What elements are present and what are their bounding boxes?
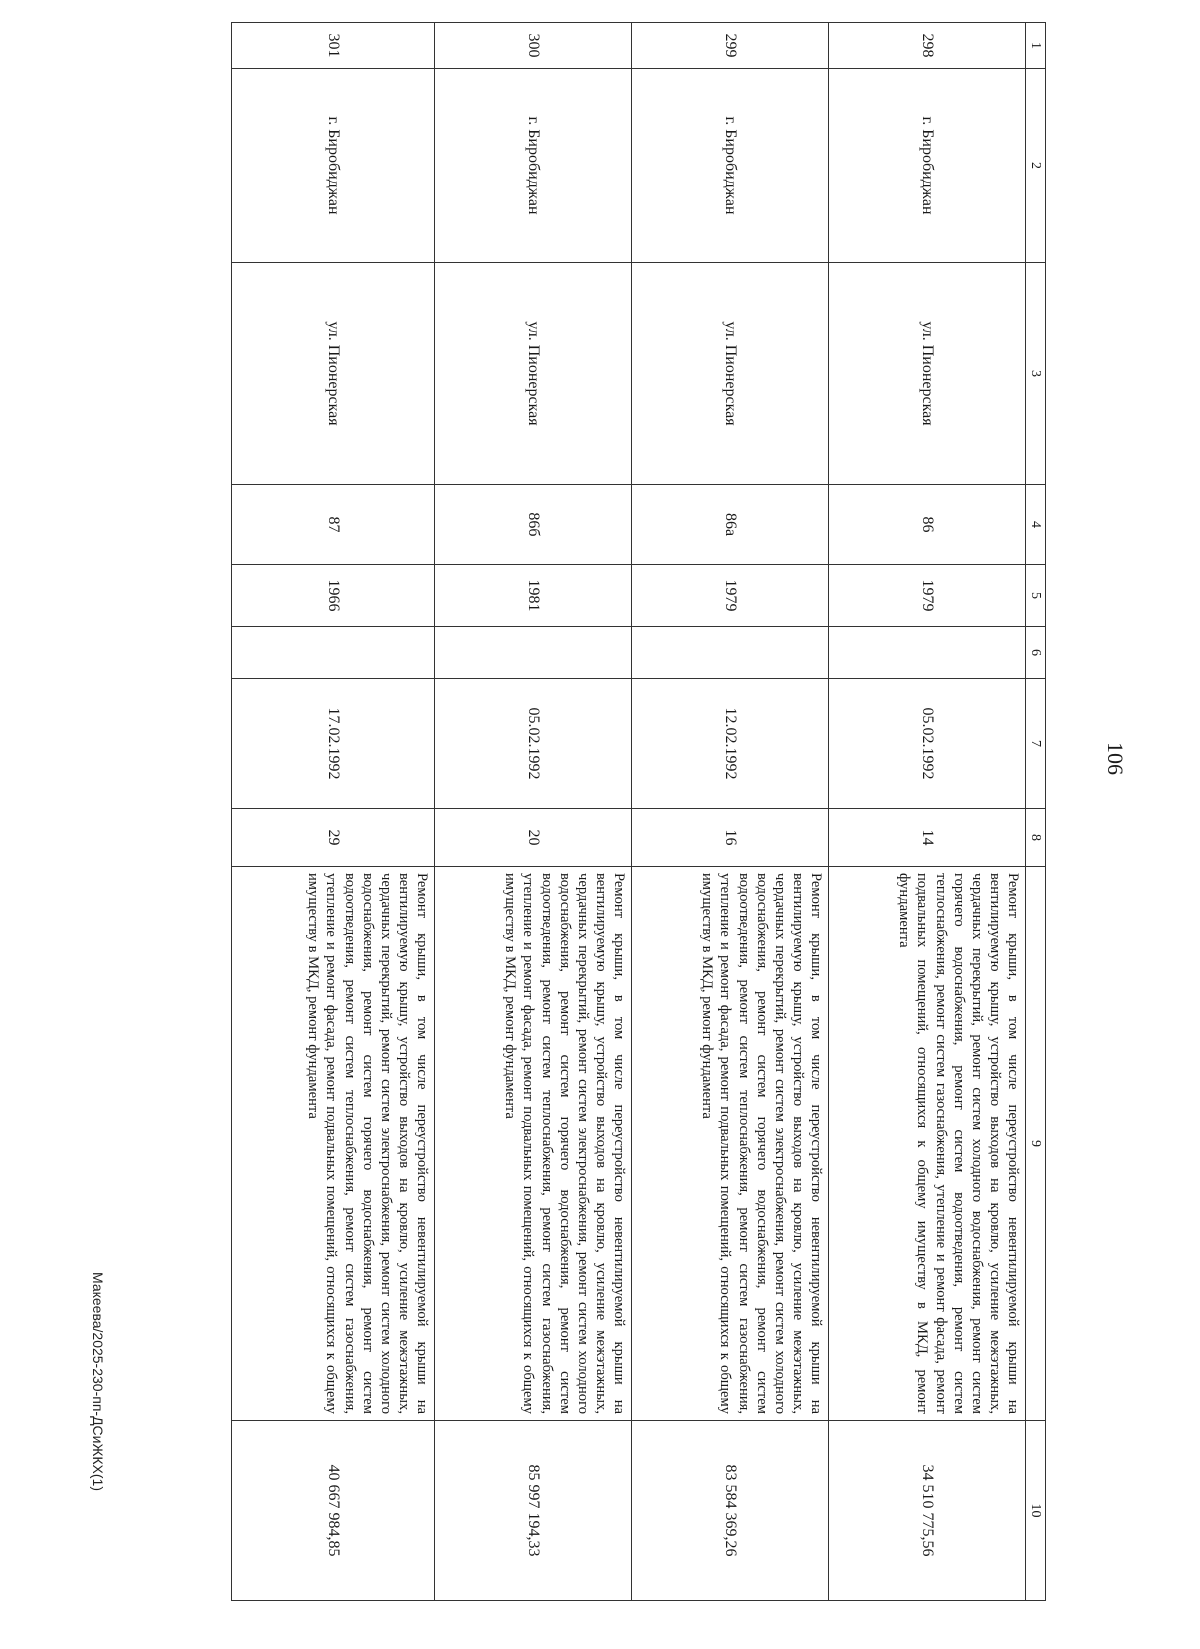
table-row	[434, 23, 631, 1601]
house-number-cell: 86б	[434, 485, 631, 565]
column-number: 3	[1025, 263, 1045, 485]
table-row	[828, 23, 1025, 1601]
count-cell: 14	[828, 809, 1025, 867]
row-number: 301	[231, 23, 434, 69]
row-number: 300	[434, 23, 631, 69]
year-cell: 1981	[434, 565, 631, 627]
date-cell: 17.02.1992	[231, 679, 434, 809]
house-number-cell: 87	[231, 485, 434, 565]
capital-repair-table	[231, 22, 1046, 1601]
column-number: 10	[1025, 1421, 1045, 1601]
city-cell: г. Биробиджан	[231, 69, 434, 263]
column-number-row	[1025, 23, 1045, 1601]
row-number: 298	[828, 23, 1025, 69]
city-cell: г. Биробиджан	[631, 69, 828, 263]
empty-cell	[231, 627, 434, 679]
house-number-cell: 86а	[631, 485, 828, 565]
column-number: 8	[1025, 809, 1045, 867]
street-cell: ул. Пионерская	[434, 263, 631, 485]
city-cell: г. Биробиджан	[828, 69, 1025, 263]
year-cell: 1979	[631, 565, 828, 627]
page-number: 106	[1103, 742, 1128, 775]
count-cell: 29	[231, 809, 434, 867]
works-description-cell: Ремонт крыши, в том числе переустройство невентилируемой крыши на вентилируемую крышу, устройство выходов на кровлю, усиление межэтажных, чердачных перекрытий, ремонт систем электроснабжения, ремонт систем холодного водоснабжения, ремонт систем горячего водоснабжения, ремонт систем водоотведения, ремонт систем теплоснабжения, ремонт систем газоснабжения, утепление и ремонт фасада, ремонт подвальных помещений, относящихся к общему имуществу в МКД, ремонт фундамента	[434, 867, 631, 1421]
cost-cell: 40 667 984,85	[231, 1421, 434, 1601]
column-number: 5	[1025, 565, 1045, 627]
house-number-cell: 86	[828, 485, 1025, 565]
column-number: 7	[1025, 679, 1045, 809]
empty-cell	[828, 627, 1025, 679]
works-description-cell: Ремонт крыши, в том числе переустройство невентилируемой крыши на вентилируемую крышу, устройство выходов на кровлю, усиление межэтажных, чердачных перекрытий, ремонт систем холодного водоснабжения, ремонт систем горячего водоснабжения, ремонт систем водоотведения, ремонт систем теплоснабжения, ремонт систем газоснабжения, утепление и ремонт фасада, ремонт подвальных помещений, относящихся к общему имуществу в МКД, ремонт фундамента	[828, 867, 1025, 1421]
column-number: 2	[1025, 69, 1045, 263]
year-cell: 1979	[828, 565, 1025, 627]
column-number: 6	[1025, 627, 1045, 679]
count-cell: 20	[434, 809, 631, 867]
city-cell: г. Биробиджан	[434, 69, 631, 263]
date-cell: 05.02.1992	[434, 679, 631, 809]
date-cell: 05.02.1992	[828, 679, 1025, 809]
cost-cell: 34 510 775,56	[828, 1421, 1025, 1601]
year-cell: 1966	[231, 565, 434, 627]
cost-cell: 83 584 369,26	[631, 1421, 828, 1601]
street-cell: ул. Пионерская	[631, 263, 828, 485]
column-number: 4	[1025, 485, 1045, 565]
empty-cell	[434, 627, 631, 679]
column-number: 9	[1025, 867, 1045, 1421]
document-footer: Макеева/2025-230-пп-ДСиЖКХ(1)	[90, 1272, 106, 1492]
document-sheet	[80, 22, 1140, 1620]
date-cell: 12.02.1992	[631, 679, 828, 809]
street-cell: ул. Пионерская	[231, 263, 434, 485]
empty-cell	[631, 627, 828, 679]
row-number: 299	[631, 23, 828, 69]
street-cell: ул. Пионерская	[828, 263, 1025, 485]
works-description-cell: Ремонт крыши, в том числе переустройство невентилируемой крыши на вентилируемую крышу, устройство выходов на кровлю, усиление межэтажных, чердачных перекрытий, ремонт систем электроснабжения, ремонт систем холодного водоснабжения, ремонт систем горячего водоснабжения, ремонт систем водоотведения, ремонт систем теплоснабжения, ремонт систем газоснабжения, утепление и ремонт фасада, ремонт подвальных помещений, относящихся к общему имуществу в МКД, ремонт фундамента	[631, 867, 828, 1421]
count-cell: 16	[631, 809, 828, 867]
table-row	[231, 23, 434, 1601]
works-description-cell: Ремонт крыши, в том числе переустройство невентилируемой крыши на вентилируемую крышу, устройство выходов на кровлю, усиление межэтажных, чердачных перекрытий, ремонт систем электроснабжения, ремонт систем холодного водоснабжения, ремонт систем горячего водоснабжения, ремонт систем водоотведения, ремонт систем теплоснабжения, ремонт систем газоснабжения, утепление и ремонт фасада, ремонт подвальных помещений, относящихся к общему имуществу в МКД, ремонт фундамента	[231, 867, 434, 1421]
column-number: 1	[1025, 23, 1045, 69]
table-row	[631, 23, 828, 1601]
cost-cell: 85 997 194,33	[434, 1421, 631, 1601]
